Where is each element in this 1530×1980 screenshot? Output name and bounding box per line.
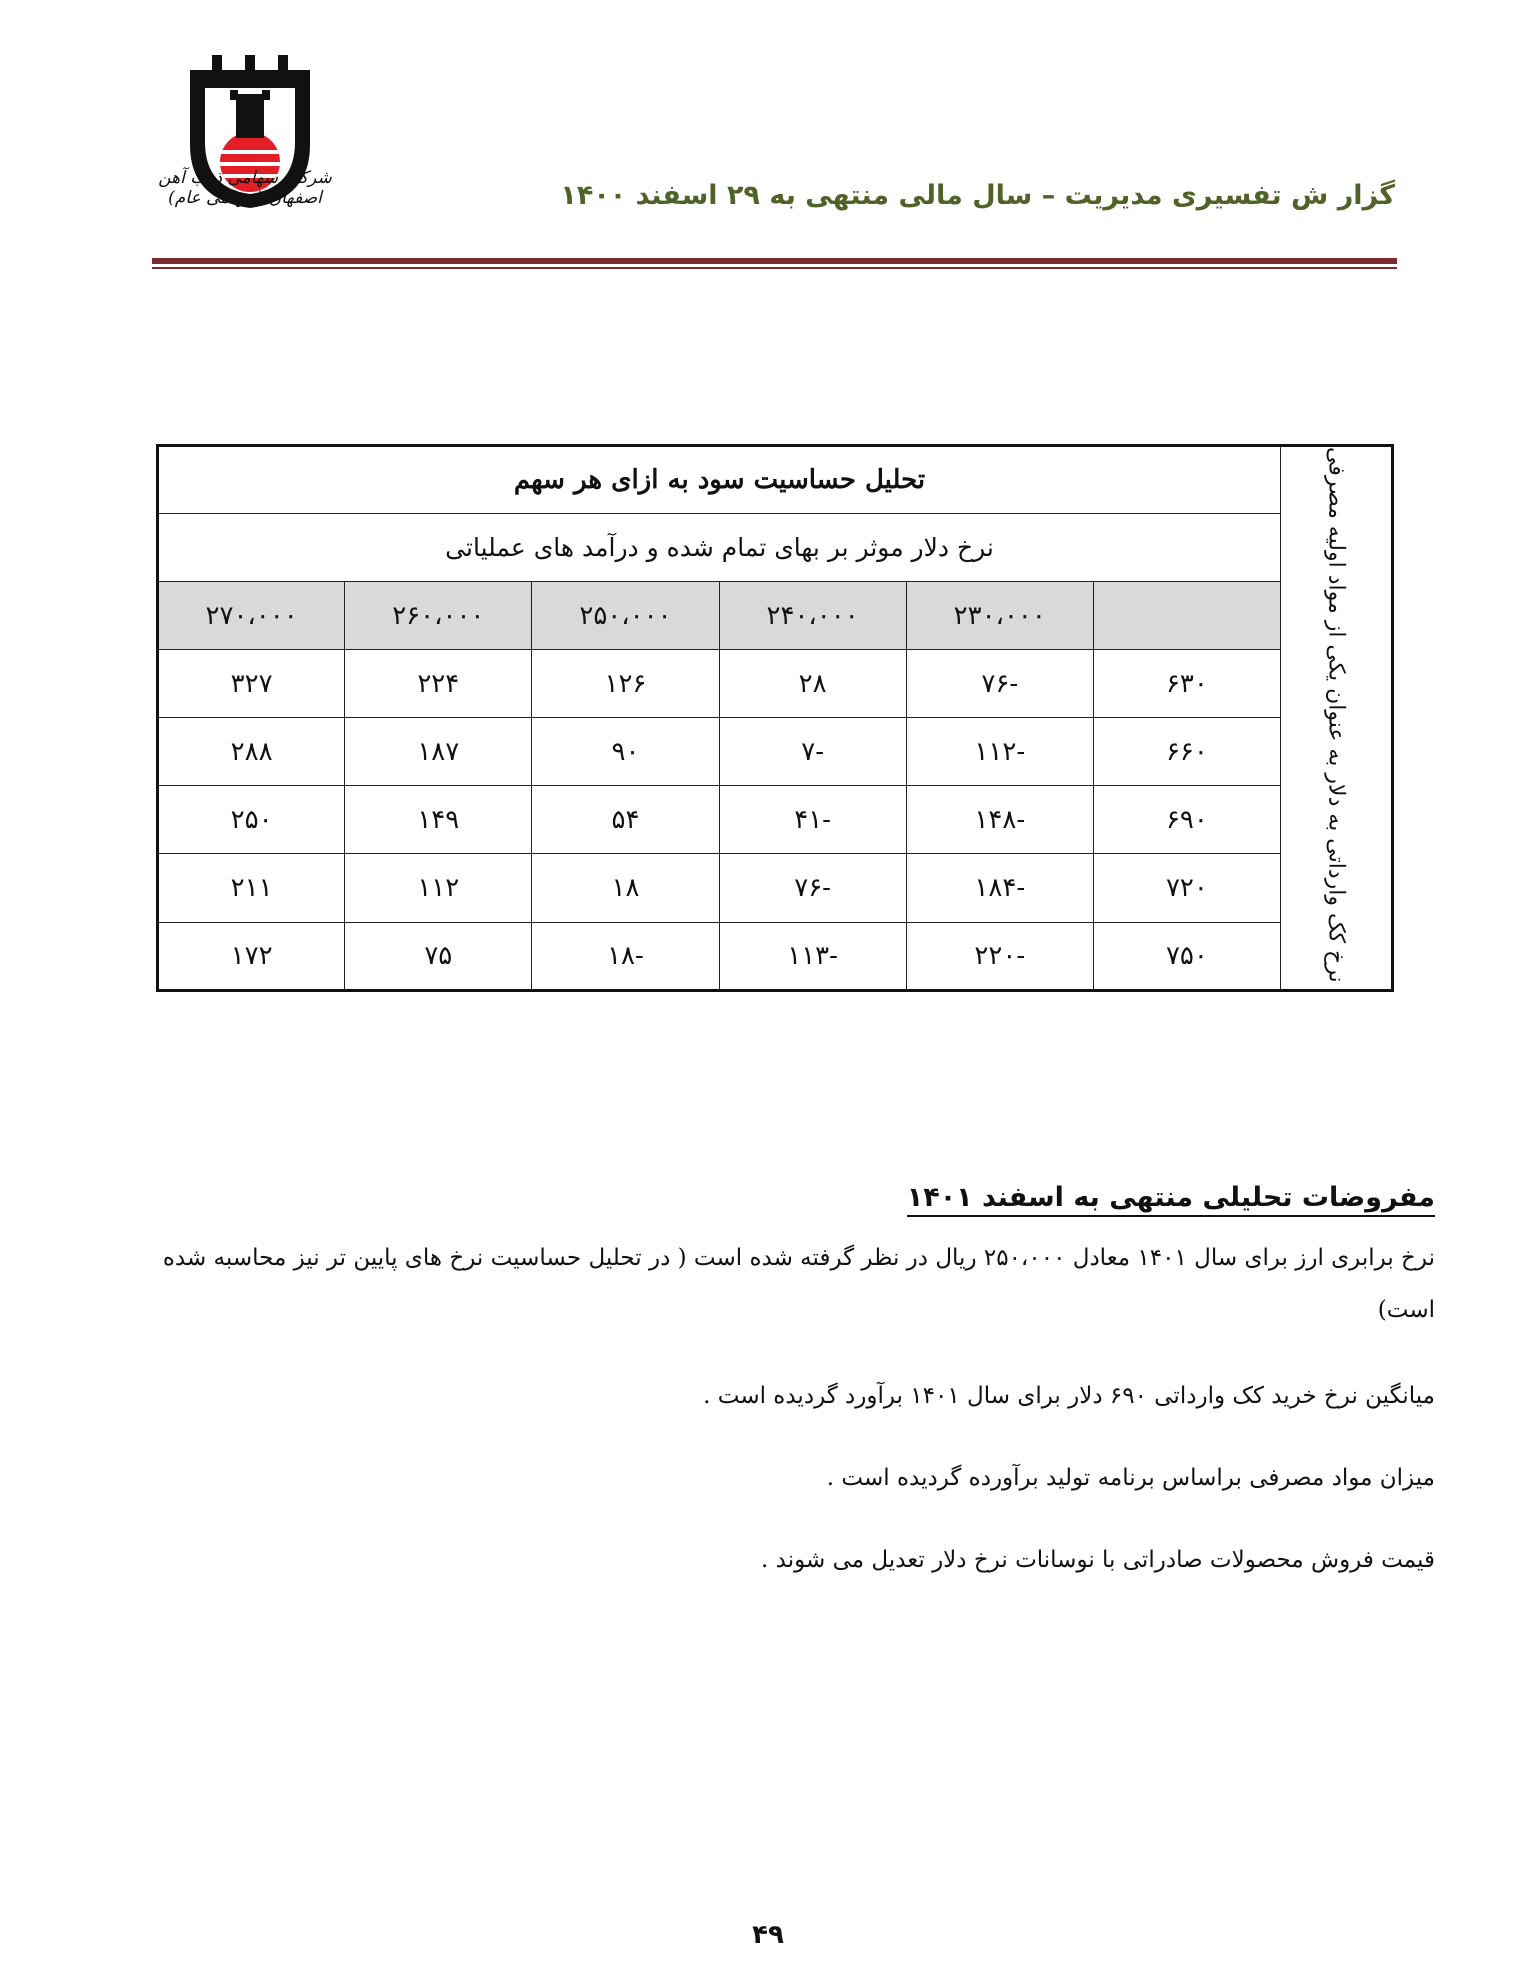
table-cell: -۱۱۳ (719, 922, 906, 990)
table-cell: ۲۱۱ (158, 854, 345, 922)
row-label: ۷۵۰ (1093, 922, 1280, 990)
table-cell: ۲۸۸ (158, 718, 345, 786)
table-cell: -۷۶ (719, 854, 906, 922)
header-rule (152, 258, 1397, 264)
table-cell: -۷ (719, 718, 906, 786)
column-header: ۲۷۰،۰۰۰ (158, 582, 345, 650)
assumption-paragraph: میانگین نرخ خرید کک وارداتی ۶۹۰ دلار برای سال ۱۴۰۱ برآورد گردیده است . (703, 1383, 1435, 1409)
table-cell: -۱۸۴ (906, 854, 1093, 922)
table-cell: -۱۱۲ (906, 718, 1093, 786)
assumptions-heading: مفروضات تحلیلی منتهی به اسفند ۱۴۰۱ (907, 1182, 1435, 1217)
table-cell: ۱۷۲ (158, 922, 345, 990)
assumption-paragraph: میزان مواد مصرفی براساس برنامه تولید برآورده گردیده است . (826, 1465, 1435, 1491)
column-header: ۲۵۰،۰۰۰ (532, 582, 719, 650)
table-row (158, 786, 1393, 854)
table-cell: ۱۱۲ (345, 854, 532, 922)
table-row (158, 922, 1393, 990)
table-cell: ۱۴۹ (345, 786, 532, 854)
table-cell: -۱۸ (532, 922, 719, 990)
side-label: نرخ کک وارداتی به دلار به عنوان یکی از مواد اولیه مصرفی (1323, 447, 1349, 983)
table-row (158, 650, 1393, 718)
table-cell: ۱۸۷ (345, 718, 532, 786)
side-label-cell (1281, 446, 1393, 991)
table-cell: ۲۲۴ (345, 650, 532, 718)
row-label: ۶۳۰ (1093, 650, 1280, 718)
table-cell: ۱۸ (532, 854, 719, 922)
table-cell: -۱۴۸ (906, 786, 1093, 854)
row-label: ۷۲۰ (1093, 854, 1280, 922)
column-header: ۲۳۰،۰۰۰ (906, 582, 1093, 650)
table-row (158, 718, 1393, 786)
header-row (158, 582, 1393, 650)
header-corner (1093, 582, 1280, 650)
sensitivity-table (156, 444, 1394, 992)
table-cell: ۱۲۶ (532, 650, 719, 718)
table-cell: ۹۰ (532, 718, 719, 786)
report-title: گزار ش تفسیری مدیریت – سال مالی منتهی به ۲۹ اسفند ۱۴۰۰ (560, 180, 1395, 211)
table-cell: -۲۲۰ (906, 922, 1093, 990)
table-cell: ۷۵ (345, 922, 532, 990)
header-rule-thin (152, 267, 1397, 269)
table-row (158, 854, 1393, 922)
column-header: ۲۶۰،۰۰۰ (345, 582, 532, 650)
table-cell: ۲۵۰ (158, 786, 345, 854)
table-subtitle: نرخ دلار موثر بر بهای تمام شده و درآمد های عملیاتی (158, 514, 1281, 582)
table-cell: ۵۴ (532, 786, 719, 854)
row-label: ۶۶۰ (1093, 718, 1280, 786)
table-cell: ۲۸ (719, 650, 906, 718)
page-number: ۴۹ (752, 1920, 784, 1950)
company-name: شرکت سهامی ذوب آهن اصفهان (سهامی عام) (158, 168, 332, 208)
row-label: ۶۹۰ (1093, 786, 1280, 854)
table-cell: ۳۲۷ (158, 650, 345, 718)
assumption-paragraph: نرخ برابری ارز برای سال ۱۴۰۱ معادل ۲۵۰،۰۰۰ ریال در نظر گرفته شده است ( در تحلیل حساسیت نرخ های پایین تر نیز محاسبه شده است) (162, 1245, 1435, 1323)
table-cell: -۴۱ (719, 786, 906, 854)
column-header: ۲۴۰،۰۰۰ (719, 582, 906, 650)
assumption-paragraph: قیمت فروش محصولات صادراتی با نوسانات نرخ دلار تعدیل می شوند . (761, 1547, 1435, 1573)
table-title: تحلیل حساسیت سود به ازای هر سهم (158, 446, 1281, 514)
table-cell: -۷۶ (906, 650, 1093, 718)
